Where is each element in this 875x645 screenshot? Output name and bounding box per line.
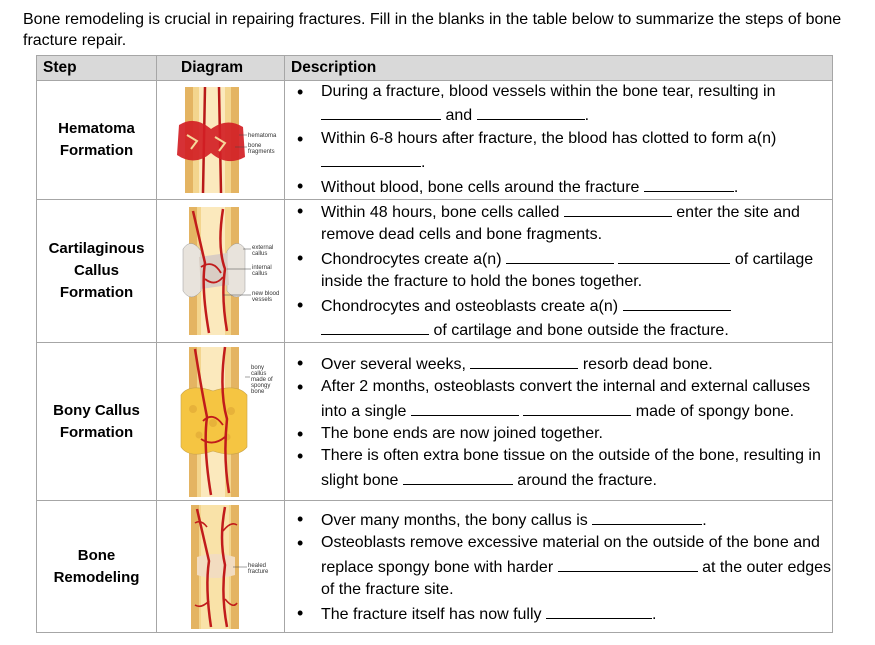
step-name-cell	[37, 200, 157, 343]
step-name-line: Bone	[77, 546, 116, 564]
answer-blank[interactable]	[321, 318, 429, 335]
list-item: • Osteoblasts remove excessive material on the outside of the bone and replace spongy bone with harder at the outer edges of the fracture site.	[321, 532, 832, 601]
diagram-label: bone	[247, 143, 261, 150]
diagram-cell	[157, 81, 285, 200]
description-cell	[285, 200, 833, 343]
diagram-label: external	[251, 245, 273, 252]
description-cell	[285, 81, 833, 200]
list-item: • Within 6-8 hours after fracture, the blood has clotted to form a(n) .	[321, 128, 832, 175]
answer-blank[interactable]	[644, 175, 734, 192]
answer-blank[interactable]	[546, 602, 652, 619]
diagram-cell	[157, 501, 285, 633]
step-name-line: Hematoma	[58, 120, 135, 138]
list-item: • Within 48 hours, bone cells called enter the site and remove dead cells and bone fragments.	[321, 200, 832, 247]
bony-callus-bone-diagram	[171, 347, 271, 497]
diagram-label: new blood	[251, 291, 279, 298]
step-name-line: Remodeling	[53, 568, 140, 586]
diagram-label: hematoma	[247, 133, 276, 140]
header-diagram: Diagram	[157, 56, 285, 81]
diagram-label: callus	[250, 370, 266, 377]
fracture-repair-table	[36, 55, 833, 633]
description-cell	[285, 343, 833, 501]
list-item: • Chondrocytes create a(n) of cartilage inside the fracture to hold the bones together.	[321, 247, 832, 294]
table-row-bone-remodeling	[37, 501, 833, 633]
diagram-cell	[157, 343, 285, 501]
list-item: • After 2 months, osteoblasts convert the internal and external calluses into a single made of spongy bone.	[321, 376, 832, 423]
answer-blank[interactable]	[321, 150, 421, 167]
answer-blank[interactable]	[558, 555, 698, 572]
diagram-label: spongy	[250, 382, 270, 389]
cartilaginous-callus-bone-diagram	[171, 207, 279, 335]
step-name-line: Cartilaginous	[48, 240, 145, 258]
diagram-cell	[157, 200, 285, 343]
hematoma-bone-diagram	[171, 87, 276, 193]
description-cell	[285, 501, 833, 633]
header-description: Description	[285, 56, 833, 81]
list-item: • The fracture itself has now fully .	[321, 602, 832, 626]
list-item: • Over several weeks, resorb dead bone.	[321, 352, 832, 376]
list-item: • There is often extra bone tissue on the outside of the bone, resulting in slight bone around the fracture.	[321, 445, 832, 492]
answer-blank[interactable]	[403, 468, 513, 485]
step-name-cell	[37, 81, 157, 200]
answer-blank[interactable]	[477, 103, 585, 120]
list-item: • Chondrocytes and osteoblasts create a(n) of cartilage and bone outside the fracture.	[321, 294, 832, 343]
worksheet-instructions: Bone remodeling is crucial in repairing fractures. Fill in the blanks in the table below to summarize the steps of bone fracture repair.	[23, 11, 842, 49]
step-name-line: Formation	[59, 142, 134, 160]
step-name-line: Bony Callus	[53, 401, 140, 419]
diagram-label: bony	[250, 364, 264, 371]
step-name-cell	[37, 343, 157, 501]
list-item: • During a fracture, blood vessels within the bone tear, resulting in and .	[321, 81, 832, 128]
list-item: • Without blood, bone cells around the fracture .	[321, 175, 832, 199]
answer-blank[interactable]	[523, 399, 631, 416]
step-name-line: Formation	[59, 284, 134, 302]
diagram-label: fragments	[247, 149, 275, 156]
diagram-label: callus	[251, 251, 267, 258]
diagram-label: healed	[247, 562, 266, 569]
step-name-line: Formation	[59, 423, 134, 441]
remodeled-bone-diagram	[171, 505, 271, 629]
list-item: • The bone ends are now joined together.	[321, 423, 832, 445]
answer-blank[interactable]	[592, 508, 702, 525]
answer-blank[interactable]	[411, 399, 519, 416]
step-name-cell	[37, 501, 157, 633]
step-name-line: Callus	[73, 262, 119, 280]
table-row-cartilaginous-callus	[37, 200, 833, 343]
answer-blank[interactable]	[623, 294, 731, 311]
diagram-label: made of	[250, 376, 273, 383]
list-item: • Over many months, the bony callus is .	[321, 508, 832, 532]
table-row-hematoma	[37, 81, 833, 200]
answer-blank[interactable]	[321, 103, 441, 120]
diagram-label: callus	[251, 271, 267, 278]
diagram-label: bone	[250, 388, 264, 395]
answer-blank[interactable]	[470, 352, 578, 369]
answer-blank[interactable]	[618, 247, 730, 264]
header-step: Step	[37, 56, 157, 81]
answer-blank[interactable]	[506, 247, 614, 264]
diagram-label: fracture	[247, 568, 268, 575]
table-header-row	[37, 56, 833, 81]
table-row-bony-callus	[37, 343, 833, 501]
diagram-label: vessels	[251, 297, 272, 304]
answer-blank[interactable]	[564, 200, 672, 217]
diagram-label: internal	[251, 265, 272, 272]
